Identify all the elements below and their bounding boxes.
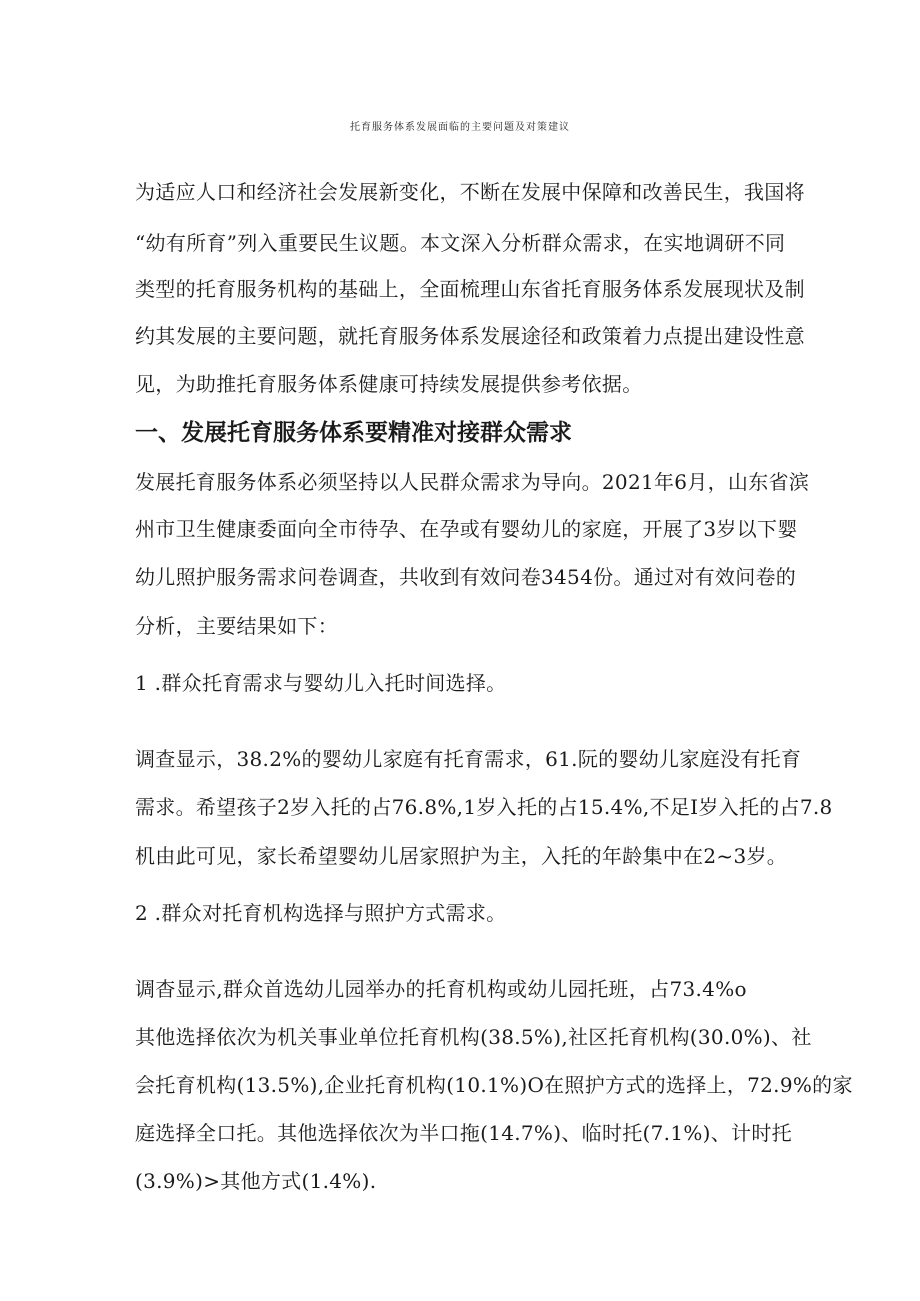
section-1-heading: 一、发展托育服务体系要精准对接群众需求 (135, 420, 572, 446)
item-1-line-2: 需求。希望孩子2岁入托的占76.8%,1岁入托的占15.4%,不足I岁入托的占7.8 (135, 795, 833, 819)
item-1-line-3: 机由此可见，家长希望婴幼儿居家照护为主，入托的年龄集中在2~3岁。 (135, 844, 788, 868)
intro-line-5: 见，为助推托育服务体系健康可持续发展提供参考依据。 (135, 372, 643, 396)
section-1-line-1: 发展托育服务体系必须坚持以人民群众需求为导向。2021年6月，山东省滨 (135, 470, 810, 494)
item-2-line-3: 会托育机构(13.5%),企业托育机构(10.1%)O在照护方式的选择上，72.9%的家 (135, 1073, 853, 1097)
item-2-line-5: (3.9%)>其他方式(1.4%). (135, 1169, 377, 1193)
item-2-line-4: 庭选择全口托。其他选择依次为半口拖(14.7%)、临时托(7.1%)、计时托 (135, 1121, 792, 1145)
intro-line-4: 约其发展的主要问题，就托育服务体系发展途径和政策着力点提出建设性意 (135, 324, 805, 348)
item-2-heading: 2 .群众对托育机构选择与照护方式需求。 (135, 901, 507, 925)
section-1-line-2: 州市卫生健康委面向全市待孕、在孕或有婴幼儿的家庭，开展了3岁以下婴 (135, 517, 798, 541)
item-2-line-2: 其他选择依次为机关事业单位托育机构(38.5%),社区托育机构(30.0%)、社 (135, 1025, 812, 1049)
section-1-line-3: 幼儿照护服务需求问卷调查，共收到有效问卷3454份。通过对有效问卷的 (135, 565, 797, 589)
item-2-line-1: 调杳显示,群众首选幼儿园举办的托育机构或幼儿园托班，占73.4%o (135, 977, 747, 1001)
document-title: 托育服务体系发展面临的主要问题及对策建议 (350, 122, 570, 133)
section-1-line-4: 分析，主要结果如下： (135, 614, 338, 638)
item-1-heading: 1 .群众托育需求与婴幼儿入托时间选择。 (135, 671, 507, 695)
intro-line-3: 类型的托育服务机构的基础上，全面梳理山东省托育服务体系发展现状及制 (135, 277, 805, 301)
item-1-line-1: 调查显示，38.2%的婴幼儿家庭有托育需求，61.阮的婴幼儿家庭没有托育 (135, 747, 802, 771)
intro-line-1: 为适应人口和经济社会发展新变化，不断在发展中保障和改善民生，我国将 (135, 180, 805, 204)
intro-line-2: “幼有所育”列入重要民生议题。本文深入分析群众需求，在实地调研不同 (135, 231, 786, 255)
